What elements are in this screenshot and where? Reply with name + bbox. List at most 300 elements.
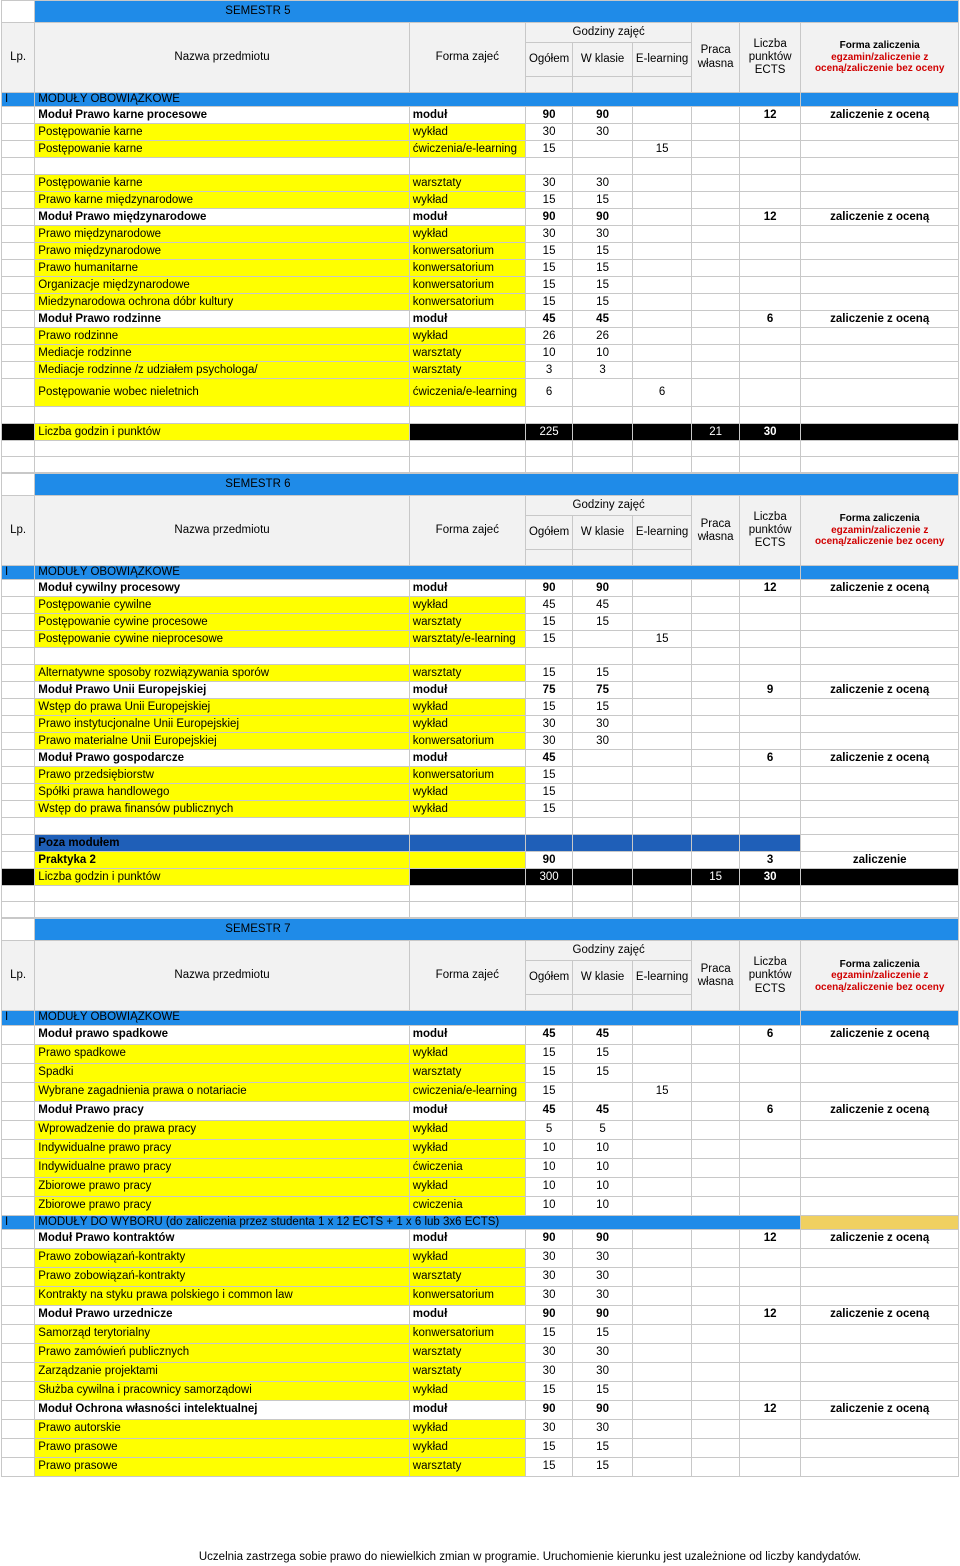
course-form: konwersatorium bbox=[409, 294, 525, 311]
module-group-row: I MODUŁY OBOWIĄZKOWE bbox=[2, 93, 959, 107]
course-name: Spółki prawa handlowego bbox=[35, 784, 409, 801]
ects-points: 12 bbox=[739, 1229, 801, 1248]
course-form: wykład bbox=[409, 124, 525, 141]
assessment-form bbox=[801, 1158, 959, 1177]
course-name: Prawo autorskie bbox=[35, 1419, 409, 1438]
hours-own bbox=[692, 699, 739, 716]
table-row bbox=[2, 141, 959, 158]
table-row bbox=[2, 345, 959, 362]
col-ects: Liczba punktów ECTS bbox=[739, 496, 801, 566]
hours-class: 15 bbox=[573, 1381, 633, 1400]
hours-total: 30 bbox=[525, 226, 572, 243]
hours-elearning bbox=[632, 1229, 692, 1248]
assessment-form bbox=[801, 328, 959, 345]
course-form: warsztaty bbox=[409, 614, 525, 631]
col-forma: Forma zajeć bbox=[409, 23, 525, 93]
table-row bbox=[2, 682, 959, 699]
course-form: moduł bbox=[409, 1400, 525, 1419]
ects-points bbox=[739, 597, 801, 614]
hours-class: 30 bbox=[573, 175, 633, 192]
assessment-form bbox=[801, 1343, 959, 1362]
ects-points bbox=[739, 192, 801, 209]
hours-own bbox=[692, 379, 739, 407]
assessment-form bbox=[801, 1438, 959, 1457]
col-godziny: Godziny zajęć bbox=[525, 23, 692, 43]
assessment-form bbox=[801, 1248, 959, 1267]
course-name: Zbiorowe prawo pracy bbox=[35, 1196, 409, 1215]
hours-total: 15 bbox=[525, 1082, 572, 1101]
course-name: Prawo materialne Unii Europejskiej bbox=[35, 733, 409, 750]
assessment-form bbox=[801, 767, 959, 784]
ects-points bbox=[739, 1248, 801, 1267]
col-nazwa: Nazwa przedmiotu bbox=[35, 23, 409, 93]
course-form: ćwiczenia bbox=[409, 1158, 525, 1177]
course-form: wykład bbox=[409, 1438, 525, 1457]
hours-own bbox=[692, 192, 739, 209]
col-nazwa: Nazwa przedmiotu bbox=[35, 941, 409, 1011]
hours-own bbox=[692, 141, 739, 158]
ects-points bbox=[739, 175, 801, 192]
table-row bbox=[2, 1400, 959, 1419]
semester-6-table bbox=[1, 473, 959, 918]
assessment-form bbox=[801, 277, 959, 294]
hours-class: 15 bbox=[573, 243, 633, 260]
table-row bbox=[2, 597, 959, 614]
semester-7-table bbox=[1, 918, 959, 1476]
col-ects: Liczba punktów ECTS bbox=[739, 23, 801, 93]
ects-points bbox=[739, 784, 801, 801]
ects-points bbox=[739, 767, 801, 784]
course-form: moduł bbox=[409, 1025, 525, 1044]
table-row bbox=[2, 614, 959, 631]
course-name: Moduł cywilny procesowy bbox=[35, 580, 409, 597]
table-row bbox=[2, 1139, 959, 1158]
hours-own bbox=[692, 1139, 739, 1158]
hours-own bbox=[692, 294, 739, 311]
col-lp: Lp. bbox=[2, 23, 35, 93]
hours-elearning bbox=[632, 750, 692, 767]
hours-elearning bbox=[632, 1063, 692, 1082]
ects-points bbox=[739, 1419, 801, 1438]
hours-elearning bbox=[632, 597, 692, 614]
assessment-form bbox=[801, 1419, 959, 1438]
table-row bbox=[2, 1229, 959, 1248]
course-form: moduł bbox=[409, 107, 525, 124]
hours-elearning bbox=[632, 1381, 692, 1400]
hours-total: 90 bbox=[525, 580, 572, 597]
hours-elearning: 15 bbox=[632, 631, 692, 648]
course-name: Postępowanie cywilne bbox=[35, 597, 409, 614]
hours-total: 10 bbox=[525, 345, 572, 362]
ects-points: 6 bbox=[739, 750, 801, 767]
assessment-form bbox=[801, 294, 959, 311]
hours-class: 10 bbox=[573, 1196, 633, 1215]
total-label: Liczba godzin i punktów bbox=[35, 424, 409, 441]
table-row bbox=[2, 294, 959, 311]
hours-class: 90 bbox=[573, 107, 633, 124]
course-name: Zbiorowe prawo pracy bbox=[35, 1177, 409, 1196]
semester-5-table bbox=[1, 0, 959, 473]
course-form: konwersatorium bbox=[409, 1324, 525, 1343]
hours-total: 15 bbox=[525, 1324, 572, 1343]
hours-elearning bbox=[632, 124, 692, 141]
course-name: Postępowanie karne bbox=[35, 124, 409, 141]
hours-own bbox=[692, 1101, 739, 1120]
col-lp: Lp. bbox=[2, 941, 35, 1011]
course-form: konwersatorium bbox=[409, 260, 525, 277]
course-form: wykład bbox=[409, 1248, 525, 1267]
assessment-form bbox=[801, 699, 959, 716]
ects-points: 6 bbox=[739, 1101, 801, 1120]
course-form: ćwiczenia/e-learning bbox=[409, 379, 525, 407]
module-group-row: I MODUŁY DO WYBORU (do zaliczenia przez studenta 1 x 12 ECTS + 1 x 6 lub 3x6 ECTS) bbox=[2, 1215, 959, 1229]
hours-total: 45 bbox=[525, 750, 572, 767]
hours-total: 90 bbox=[525, 107, 572, 124]
table-row bbox=[2, 1158, 959, 1177]
semester-title-left bbox=[2, 1, 35, 23]
table-row bbox=[2, 1457, 959, 1476]
course-name: Moduł Prawo międzynarodowe bbox=[35, 209, 409, 226]
hours-class: 30 bbox=[573, 1419, 633, 1438]
hours-total: 15 bbox=[525, 260, 572, 277]
hours-total: 15 bbox=[525, 1457, 572, 1476]
hours-total: 30 bbox=[525, 124, 572, 141]
hours-own bbox=[692, 614, 739, 631]
module-group-label: MODUŁY DO WYBORU (do zaliczenia przez studenta 1 x 12 ECTS + 1 x 6 lub 3x6 ECTS) bbox=[35, 1215, 801, 1229]
hours-own bbox=[692, 597, 739, 614]
course-form: warsztaty bbox=[409, 1063, 525, 1082]
hours-class: 26 bbox=[573, 328, 633, 345]
course-form: wykład bbox=[409, 226, 525, 243]
module-group-row: I MODUŁY OBOWIĄZKOWE bbox=[2, 566, 959, 580]
hours-elearning bbox=[632, 1343, 692, 1362]
total-own: 15 bbox=[692, 869, 739, 886]
hours-elearning bbox=[632, 175, 692, 192]
ects-points bbox=[739, 614, 801, 631]
col-ogolem: Ogółem bbox=[525, 961, 572, 995]
assessment-form bbox=[801, 665, 959, 682]
hours-own bbox=[692, 665, 739, 682]
course-form: warsztaty bbox=[409, 1343, 525, 1362]
hours-elearning bbox=[632, 784, 692, 801]
hours-elearning bbox=[632, 1025, 692, 1044]
ects-points bbox=[739, 294, 801, 311]
assessment-form: zaliczenie z oceną bbox=[801, 750, 959, 767]
hours-elearning bbox=[632, 1305, 692, 1324]
ects-points bbox=[739, 801, 801, 818]
course-form: wykład bbox=[409, 699, 525, 716]
hours-elearning bbox=[632, 682, 692, 699]
hours-elearning bbox=[632, 107, 692, 124]
hours-class: 30 bbox=[573, 1286, 633, 1305]
hours-class: 30 bbox=[573, 1343, 633, 1362]
ects-points bbox=[739, 243, 801, 260]
hours-own bbox=[692, 1419, 739, 1438]
hours-class bbox=[573, 1082, 633, 1101]
hours-total: 30 bbox=[525, 1362, 572, 1381]
hours-total: 10 bbox=[525, 1196, 572, 1215]
hours-class: 15 bbox=[573, 614, 633, 631]
hours-class: 30 bbox=[573, 1267, 633, 1286]
semester-title: SEMESTR 5 bbox=[35, 1, 959, 23]
assessment-form bbox=[801, 379, 959, 407]
hours-own bbox=[692, 784, 739, 801]
hours-elearning bbox=[632, 1438, 692, 1457]
course-form: konwersatorium bbox=[409, 767, 525, 784]
ects-points bbox=[739, 345, 801, 362]
hours-elearning bbox=[632, 1400, 692, 1419]
table-row bbox=[2, 362, 959, 379]
table-row bbox=[2, 1343, 959, 1362]
course-form: wykład bbox=[409, 1044, 525, 1063]
course-name: Prawo międzynarodowe bbox=[35, 226, 409, 243]
ects-points bbox=[739, 1158, 801, 1177]
course-name: Prawo humanitarne bbox=[35, 260, 409, 277]
course-name: Wybrane zagadnienia prawa o notariacie bbox=[35, 1082, 409, 1101]
course-name: Mediacje rodzinne /z udziałem psychologa/ bbox=[35, 362, 409, 379]
hours-own bbox=[692, 243, 739, 260]
table-row bbox=[2, 277, 959, 294]
hours-own bbox=[692, 1457, 739, 1476]
assessment-form bbox=[801, 1177, 959, 1196]
course-form: wykład bbox=[409, 1381, 525, 1400]
table-row bbox=[2, 192, 959, 209]
hours-class: 15 bbox=[573, 260, 633, 277]
course-form: cwiczenia/e-learning bbox=[409, 1082, 525, 1101]
table-row bbox=[2, 1419, 959, 1438]
hours-total: 15 bbox=[525, 1063, 572, 1082]
hours-elearning bbox=[632, 1362, 692, 1381]
course-name: Zarządzanie projektami bbox=[35, 1362, 409, 1381]
col-godziny: Godziny zajęć bbox=[525, 941, 692, 961]
hours-total: 90 bbox=[525, 1400, 572, 1419]
table-row bbox=[2, 733, 959, 750]
table-row bbox=[2, 209, 959, 226]
hours-total: 15 bbox=[525, 277, 572, 294]
hours-elearning bbox=[632, 614, 692, 631]
hours-own bbox=[692, 1381, 739, 1400]
hours-class: 15 bbox=[573, 1457, 633, 1476]
course-form: warsztaty bbox=[409, 345, 525, 362]
table-row bbox=[2, 699, 959, 716]
hours-elearning bbox=[632, 226, 692, 243]
hours-total: 15 bbox=[525, 631, 572, 648]
hours-elearning bbox=[632, 699, 692, 716]
hours-own bbox=[692, 1267, 739, 1286]
course-name: Wstęp do prawa Unii Europejskiej bbox=[35, 699, 409, 716]
col-forma-zaliczenia: Forma zaliczenia egzamin/zaliczenie z oceną/zaliczenie bez oceny bbox=[801, 496, 959, 566]
course-name: Alternatywne sposoby rozwiązywania sporów bbox=[35, 665, 409, 682]
course-name: Moduł Prawo Unii Europejskiej bbox=[35, 682, 409, 699]
hours-elearning: 15 bbox=[632, 1082, 692, 1101]
ects-points bbox=[739, 699, 801, 716]
hours-elearning bbox=[632, 1457, 692, 1476]
course-name: Moduł Prawo pracy bbox=[35, 1101, 409, 1120]
ects-points bbox=[739, 260, 801, 277]
hours-elearning bbox=[632, 580, 692, 597]
hours-total: 15 bbox=[525, 1381, 572, 1400]
hours-own bbox=[692, 1400, 739, 1419]
ects-points bbox=[739, 1362, 801, 1381]
course-name: Moduł Prawo karne procesowe bbox=[35, 107, 409, 124]
course-form: warsztaty bbox=[409, 665, 525, 682]
spacer-row bbox=[2, 407, 959, 424]
hours-own bbox=[692, 345, 739, 362]
course-name: Postępowanie cywine nieprocesowe bbox=[35, 631, 409, 648]
course-name: Kontrakty na styku prawa polskiego i common law bbox=[35, 1286, 409, 1305]
hours-elearning bbox=[632, 1158, 692, 1177]
ects-points bbox=[739, 277, 801, 294]
module-group-label: MODUŁY OBOWIĄZKOWE bbox=[35, 1011, 801, 1025]
hours-total: 75 bbox=[525, 682, 572, 699]
hours-class: 30 bbox=[573, 226, 633, 243]
hours-class: 10 bbox=[573, 1158, 633, 1177]
hours-total: 5 bbox=[525, 1120, 572, 1139]
course-name: Miedzynarodowa ochrona dóbr kultury bbox=[35, 294, 409, 311]
course-name: Służba cywilna i pracownicy samorządowi bbox=[35, 1381, 409, 1400]
hours-class bbox=[573, 767, 633, 784]
col-w-klasie: W klasie bbox=[573, 961, 633, 995]
col-elearning: E-learning bbox=[632, 961, 692, 995]
course-form: wykład bbox=[409, 1177, 525, 1196]
course-form: warsztaty bbox=[409, 1457, 525, 1476]
hours-total: 15 bbox=[525, 784, 572, 801]
table-row bbox=[2, 175, 959, 192]
hours-total: 15 bbox=[525, 665, 572, 682]
course-name: Wstęp do prawa finansów publicznych bbox=[35, 801, 409, 818]
ects-points bbox=[739, 733, 801, 750]
hours-own bbox=[692, 580, 739, 597]
ects-points bbox=[739, 1343, 801, 1362]
course-name: Prawo spadkowe bbox=[35, 1044, 409, 1063]
spacer-row bbox=[2, 441, 959, 457]
hours-own bbox=[692, 328, 739, 345]
course-form: wykład bbox=[409, 716, 525, 733]
assessment-form bbox=[801, 124, 959, 141]
semester-title: SEMESTR 6 bbox=[35, 474, 959, 496]
ects-points bbox=[739, 1381, 801, 1400]
col-w-klasie: W klasie bbox=[573, 43, 633, 77]
hours-class: 30 bbox=[573, 124, 633, 141]
col-forma: Forma zajeć bbox=[409, 496, 525, 566]
hours-total: 45 bbox=[525, 1025, 572, 1044]
hours-class: 90 bbox=[573, 209, 633, 226]
course-form: moduł bbox=[409, 1229, 525, 1248]
spacer-row bbox=[2, 886, 959, 902]
hours-class: 30 bbox=[573, 1248, 633, 1267]
hours-elearning bbox=[632, 260, 692, 277]
table-row bbox=[2, 1025, 959, 1044]
total-hours: 225 bbox=[525, 424, 572, 441]
table-row bbox=[2, 1082, 959, 1101]
assessment-form: zaliczenie z oceną bbox=[801, 1400, 959, 1419]
hours-own bbox=[692, 716, 739, 733]
hours-class bbox=[573, 784, 633, 801]
col-ects: Liczba punktów ECTS bbox=[739, 941, 801, 1011]
hours-own bbox=[692, 1438, 739, 1457]
hours-total: 15 bbox=[525, 1044, 572, 1063]
hours-class: 10 bbox=[573, 345, 633, 362]
assessment-form bbox=[801, 1082, 959, 1101]
course-form: moduł bbox=[409, 311, 525, 328]
hours-own bbox=[692, 1025, 739, 1044]
assessment-form bbox=[801, 1381, 959, 1400]
hours-own bbox=[692, 1305, 739, 1324]
hours-own bbox=[692, 1044, 739, 1063]
table-row bbox=[2, 260, 959, 277]
table-row bbox=[2, 243, 959, 260]
course-name: Moduł Prawo urzednicze bbox=[35, 1305, 409, 1324]
col-ogolem: Ogółem bbox=[525, 43, 572, 77]
hours-own bbox=[692, 1286, 739, 1305]
course-form: wykład bbox=[409, 1419, 525, 1438]
col-ogolem: Ogółem bbox=[525, 516, 572, 550]
module-group-row: I MODUŁY OBOWIĄZKOWE bbox=[2, 1011, 959, 1025]
assessment-form: zaliczenie z oceną bbox=[801, 1305, 959, 1324]
assessment-form bbox=[801, 1286, 959, 1305]
hours-own bbox=[692, 277, 739, 294]
hours-total: 10 bbox=[525, 1139, 572, 1158]
table-row bbox=[2, 631, 959, 648]
hours-own bbox=[692, 1158, 739, 1177]
table-row bbox=[2, 1177, 959, 1196]
hours-elearning bbox=[632, 294, 692, 311]
course-name: Prawo zobowiązań-kontrakty bbox=[35, 1267, 409, 1286]
course-name: Organizacje międzynarodowe bbox=[35, 277, 409, 294]
assessment-form bbox=[801, 631, 959, 648]
table-row bbox=[2, 1101, 959, 1120]
course-form: warsztaty/e-learning bbox=[409, 631, 525, 648]
total-ects: 30 bbox=[739, 424, 801, 441]
ects-points bbox=[739, 379, 801, 407]
assessment-form bbox=[801, 1120, 959, 1139]
course-form: warsztaty bbox=[409, 1267, 525, 1286]
ects-points bbox=[739, 1324, 801, 1343]
col-praca: Praca własna bbox=[692, 496, 739, 566]
course-form: moduł bbox=[409, 580, 525, 597]
hours-class: 15 bbox=[573, 699, 633, 716]
assessment-form bbox=[801, 597, 959, 614]
hours-class: 5 bbox=[573, 1120, 633, 1139]
ects-points: 12 bbox=[739, 580, 801, 597]
ects-points bbox=[739, 328, 801, 345]
semester-title-left bbox=[2, 919, 35, 941]
hours-own bbox=[692, 209, 739, 226]
ects-points: 12 bbox=[739, 209, 801, 226]
hours-own bbox=[692, 1229, 739, 1248]
assessment-form: zaliczenie z oceną bbox=[801, 1101, 959, 1120]
course-name: Prawo zobowiązań-kontrakty bbox=[35, 1248, 409, 1267]
hours-class bbox=[573, 631, 633, 648]
table-row bbox=[2, 665, 959, 682]
spacer-row bbox=[2, 648, 959, 665]
assessment-form bbox=[801, 1044, 959, 1063]
assessment-form: zaliczenie z oceną bbox=[801, 1229, 959, 1248]
course-form: wykład bbox=[409, 784, 525, 801]
hours-elearning bbox=[632, 277, 692, 294]
hours-elearning bbox=[632, 345, 692, 362]
course-form: konwersatorium bbox=[409, 243, 525, 260]
assessment-form bbox=[801, 141, 959, 158]
course-name: Postępowanie karne bbox=[35, 175, 409, 192]
ects-points bbox=[739, 1438, 801, 1457]
footnote: Uczelnia zastrzega sobie prawo do niewielkich zmian w programie. Uruchomienie kierunku jest uzależnione od liczby kandydatów. bbox=[198, 1551, 862, 1563]
hours-own bbox=[692, 124, 739, 141]
ects-points bbox=[739, 1286, 801, 1305]
hours-total: 30 bbox=[525, 1267, 572, 1286]
hours-class: 45 bbox=[573, 1025, 633, 1044]
hours-class: 90 bbox=[573, 1400, 633, 1419]
